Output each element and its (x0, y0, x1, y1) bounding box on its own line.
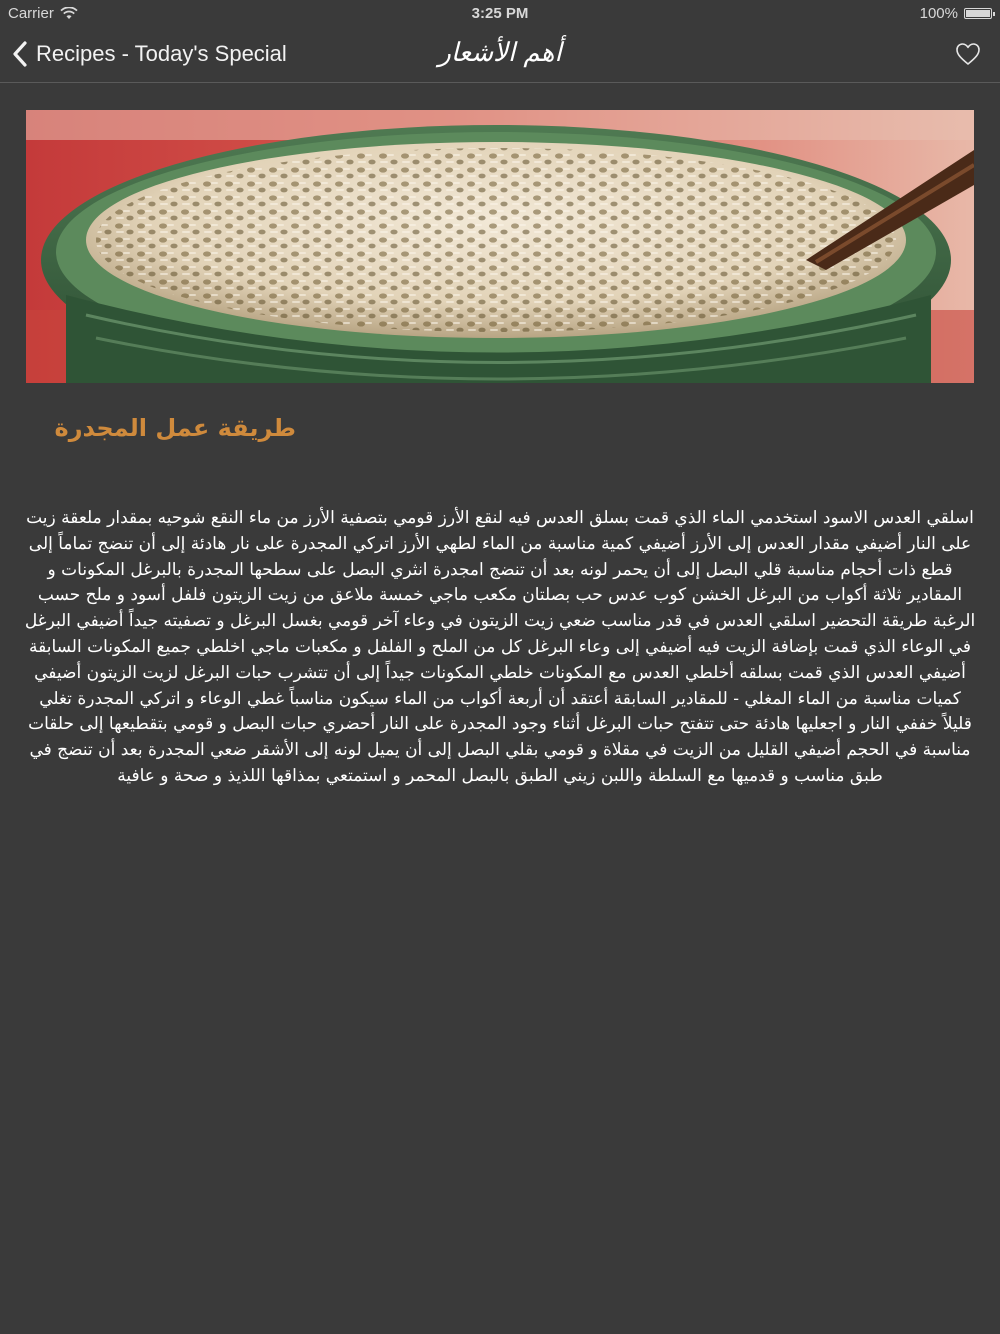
recipe-title: طريقة عمل المجدرة (54, 414, 296, 442)
battery-percent: 100% (919, 5, 958, 22)
battery-icon (964, 8, 992, 19)
status-time: 3:25 PM (471, 5, 529, 22)
page-title: أهم الأشعار (438, 38, 562, 68)
heart-outline-icon (954, 40, 982, 68)
recipe-photo (26, 110, 974, 383)
mujaddara-bowl-illustration (26, 110, 974, 383)
carrier-label: Carrier (8, 5, 54, 22)
battery-level (966, 10, 990, 17)
status-right (920, 5, 992, 22)
back-button-label: Recipes - Today's Special (36, 41, 287, 66)
recipe-instructions: اسلقي العدس الاسود استخدمي الماء الذي قمت بسلق العدس فيه لنقع الأرز قومي بتصفية الأرز من ماء النقع شوحيه بمقدار ملعقة زيت على النار أضيفي مقدار العدس إلى الأرز أضيفي كمية مناسبة من الماء لطهي الأرز اتركي المجدرة على نار هادئة إلى أن تنضج تماماً إلى قطع ذات أحجام مناسبة قلي البصل إلى أن يحمر لونه بعد أن تنضج امجدرة انثري البصل على سطحها المجدرة بالبرغل المكونات و المقادير ثلاثة أكواب من البرغل الخشن كوب عدس حب بصلتان مكعب ماجي خمسة ملاعق من زيت الزيتون فلفل أسود و ملح حسب الرغبة طريقة التحضير اسلقي العدس في قدر مناسب ضعي زيت الزيتون في وعاء آخر قومي بغسل البرغل و تصفيته جيداً أضيفي البرغل في الوعاء الذي قمت بإضافة الزيت فيه أضيفي إلى وعاء البرغل كل من الملح و الفلفل و مكعبات ماجي اخلطي جميع المكونات السابقة أضيفي العدس الذي قمت بسلقه أخلطي العدس مع المكونات خلطي المكونات جيداً إلى أن تتشرب حبات البرغل لزيت الزيتون أضيفي كميات مناسبة من الماء المغلي - للمقادير السابقة أعتقد أن أربعة أكواب من الماء سيكون مناسباً غطي الوعاء و اتركي المجدرة تغلي قليلاً خففي النار و اجعليها هادئة حتى تتفتح حبات البرغل أثناء وجود المجدرة على النار أحضري حبات البصل و قومي بتقطيعها إلى حلقات مناسبة في الحجم أضيفي القليل من الزيت في مقلاة و قومي بقلي البصل إلى أن يميل لونه إلى الأشقر ضعي المجدرة بعد أن تنضج في طبق مناسب و قدميها مع السلطة واللبن زيني الطبق بالبصل المحمر و استمتعي بمذاقها اللذيذ و صحة و عافية (24, 508, 976, 786)
status-bar (0, 0, 1000, 30)
favorite-button[interactable] (954, 40, 982, 68)
navigation-bar (0, 30, 1000, 83)
